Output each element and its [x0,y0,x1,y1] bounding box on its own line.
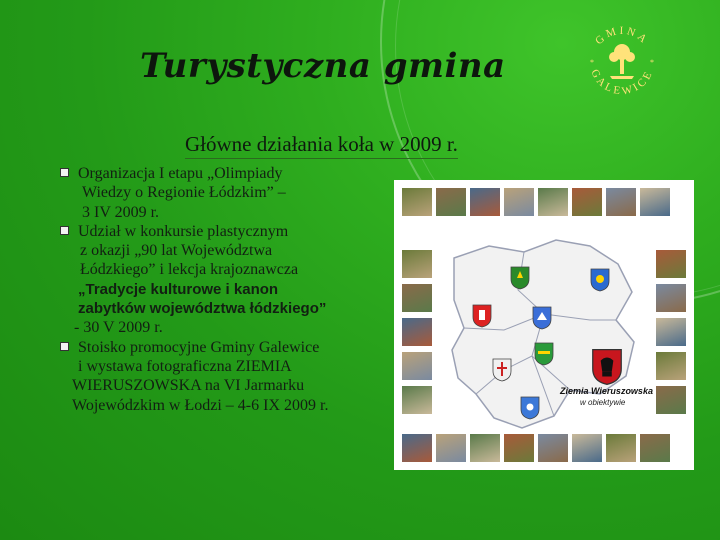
photo-thumbnail [606,434,636,462]
poster-map [394,180,694,470]
coat-of-arms-icon [590,348,624,386]
photo-thumbnail [402,284,432,312]
list-item [60,338,400,415]
logo-top-text: GMINA [593,24,651,48]
photo-thumbnail [656,352,686,380]
photo-thumbnail [504,188,534,216]
list-item-line: Stoisko promocyjne Gminy Galewice [78,338,320,356]
list-item-line: i wystawa fotograficzna ZIEMIA [78,357,292,375]
checkbox-bullet-icon [60,342,69,351]
photo-thumbnail [640,434,670,462]
list-item-line: z okazji „90 lat Województwa [80,242,273,260]
photo-thumbnail [402,386,432,414]
photo-thumbnail [402,352,432,380]
photo-thumbnail [640,188,670,216]
list-item-line: „Tradycje kulturowe i kanon [78,280,279,298]
coat-of-arms-icon [520,396,540,420]
photo-thumbnail [436,188,466,216]
list-item-line: 3 IV 2009 r. [82,203,160,221]
photo-thumbnail [606,188,636,216]
list-item-line: Łódzkiego” i lekcja krajoznawcza [80,261,299,279]
coat-of-arms-icon [510,266,530,290]
tree-icon [609,44,635,79]
bullet-list [60,164,400,415]
map-caption-subtitle: w obiektywie [580,398,626,407]
slide-subtitle: Główne działania koła w 2009 r. [185,132,458,159]
photo-thumbnail [402,188,432,216]
svg-text:*: * [590,58,594,67]
coat-of-arms-icon [534,342,554,366]
list-item-line: Wojewódzkim w Łodzi – 4-6 IX 2009 r. [72,396,329,414]
list-item [60,164,400,222]
coat-of-arms-icon [492,358,512,382]
list-item-line: Organizacja I etapu „Olimpiady [78,165,283,182]
photo-thumbnail [402,434,432,462]
photo-thumbnail [538,434,568,462]
list-item-line: Wiedzy o Regionie Łódzkim” – [82,184,286,202]
list-item-line: - 30 V 2009 r. [74,319,163,337]
list-item-line: Udział w konkursie plastycznym [78,222,289,240]
checkbox-bullet-icon [60,168,69,177]
photo-thumbnail [656,284,686,312]
photo-thumbnail [572,434,602,462]
svg-text:*: * [650,58,654,67]
photo-thumbnail [436,434,466,462]
coat-of-arms-icon [590,268,610,292]
photo-thumbnail [470,434,500,462]
coat-of-arms-icon [472,304,492,328]
photo-thumbnail [402,318,432,346]
gmina-galewice-logo [580,18,664,102]
photo-thumbnail [538,188,568,216]
photo-thumbnail [572,188,602,216]
photo-thumbnail [504,434,534,462]
slide-title: Turystyczna gmina [140,46,506,86]
list-item-line: zabytków województwa łódzkiego” [78,300,327,318]
photo-thumbnail [656,250,686,278]
coat-of-arms-icon [532,306,552,330]
svg-text:GMINA [593,25,651,47]
list-item-line: WIERUSZOWSKA na VI Jarmarku [72,377,305,395]
photo-thumbnail [402,250,432,278]
list-item [60,222,400,338]
map-caption: Ziemia Wieruszowska [560,386,653,396]
logo-bottom-text: GALEWICE [588,67,656,98]
photo-thumbnail [656,386,686,414]
photo-thumbnail [470,188,500,216]
checkbox-bullet-icon [60,226,69,235]
photo-thumbnail [656,318,686,346]
